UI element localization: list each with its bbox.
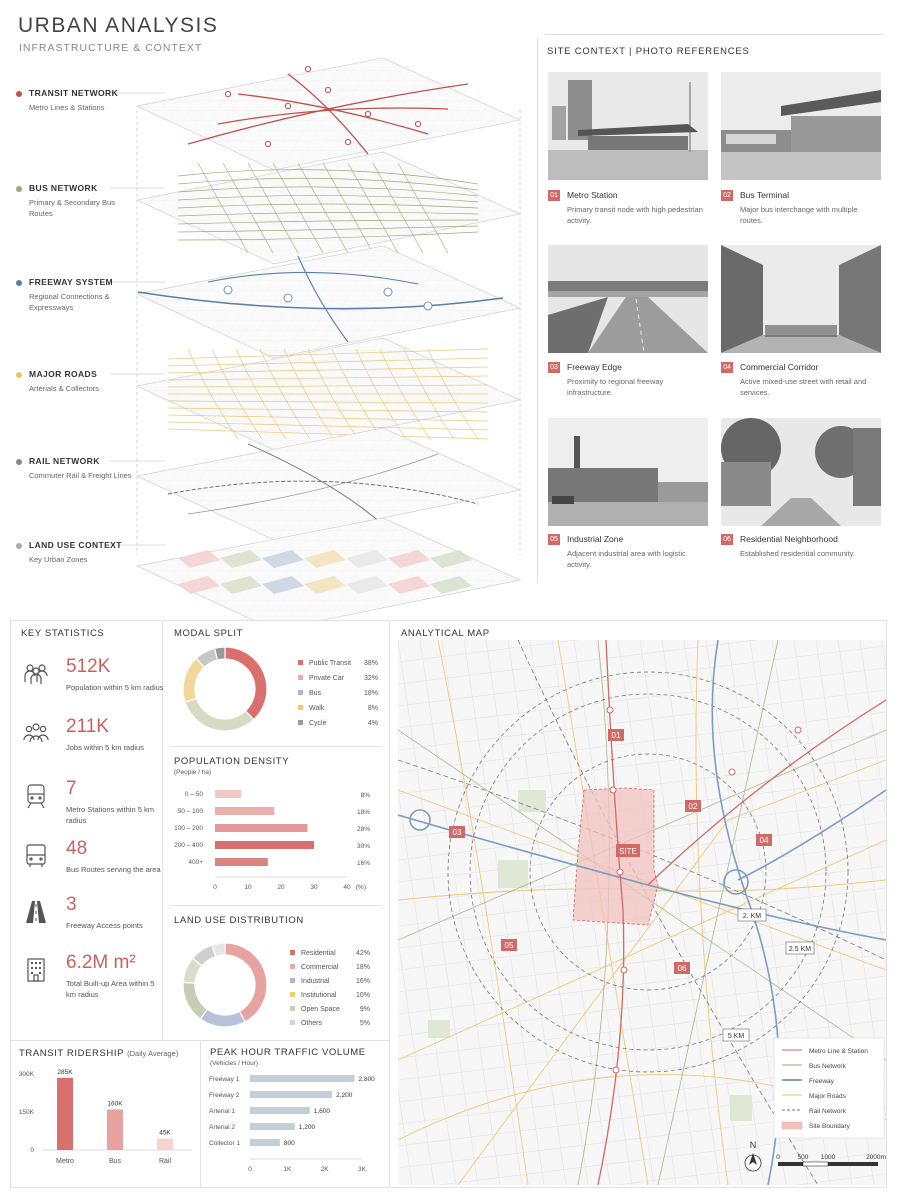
ridership-tick: 0: [30, 1147, 34, 1154]
lower-charts-divider: [200, 1040, 201, 1188]
traffic-bar: [250, 1075, 355, 1082]
traffic-volume-title: PEAK HOUR TRAFFIC VOLUME: [210, 1047, 366, 1058]
key-statistics-title: KEY STATISTICS: [21, 628, 105, 639]
density-category: 50 – 100: [177, 808, 203, 815]
legend-value: 9%: [359, 1006, 370, 1013]
traffic-bar: [250, 1123, 295, 1130]
density-value: 8%: [360, 792, 370, 799]
page-title: URBAN ANALYSIS: [18, 14, 219, 37]
traffic-volume-chart: [205, 1070, 387, 1176]
density-category: 400+: [188, 859, 203, 866]
legend-label: Commercial: [301, 964, 339, 971]
legend-value: 18%: [355, 964, 370, 971]
traffic-value: 1,600: [313, 1108, 331, 1115]
landuse-dot-icon: [16, 543, 22, 549]
roads-dot-icon: [16, 372, 22, 378]
map-legend-label: Freeway: [809, 1078, 834, 1085]
ridership-category: Metro: [56, 1158, 74, 1165]
photo-commercial-corridor: [721, 245, 881, 353]
radius-label-5km: 5 KM: [727, 1033, 745, 1040]
population-density-chart: [170, 780, 385, 900]
density-value: 16%: [356, 860, 370, 867]
density-tick: 30: [310, 884, 318, 891]
legend-value: 16%: [355, 978, 370, 985]
traffic-category: Collector 1: [209, 1140, 241, 1147]
density-bar: [215, 790, 241, 798]
land-use-chart: [172, 930, 382, 1035]
photo-industrial-zone: [548, 418, 708, 526]
density-tick: 20: [277, 884, 285, 891]
legend-label: Cycle: [309, 720, 327, 727]
analytical-map-title: ANALYTICAL MAP: [401, 628, 490, 639]
traffic-tick: 2K: [320, 1166, 329, 1173]
density-bar: [215, 841, 314, 849]
freeway-icon: [22, 898, 50, 926]
donut-slice-bus: [183, 658, 204, 702]
layer-plate-transit: [137, 58, 520, 170]
legend-swatch: [298, 720, 303, 725]
ridership-tick: 300K: [18, 1071, 34, 1078]
ridership-category: Rail: [158, 1158, 172, 1165]
legend-value: 4%: [367, 720, 378, 727]
legend-label: Others: [301, 1020, 323, 1027]
site-context-title: SITE CONTEXT | PHOTO REFERENCES: [547, 46, 750, 57]
legend-swatch: [298, 675, 303, 680]
traffic-value: 2,200: [336, 1092, 353, 1099]
traffic-value: 1,200: [298, 1124, 316, 1131]
map-legend: [774, 1038, 884, 1138]
layer-plate-rail: [137, 428, 520, 540]
map-legend-label: Major Roads: [809, 1093, 846, 1100]
section-divider: [537, 38, 538, 583]
legend-swatch: [298, 690, 303, 695]
traffic-bar: [250, 1139, 280, 1146]
radius-label-25km: 2.5 KM: [788, 946, 812, 953]
context-top-rule: [545, 34, 883, 35]
ridership-category: Bus: [108, 1158, 122, 1165]
traffic-category: Freeway 1: [209, 1076, 240, 1083]
density-value: 28%: [356, 826, 370, 833]
building-icon: [22, 956, 50, 984]
legend-label: Residential: [301, 950, 336, 957]
map-divider: [389, 620, 390, 1188]
density-value: 30%: [356, 843, 370, 850]
legend-site-boundary-swatch: [782, 1122, 802, 1129]
traffic-bar: [250, 1107, 310, 1114]
svg-text:0: 0: [776, 1154, 780, 1161]
density-category: 0 – 50: [184, 791, 203, 798]
donut-slice-residential: [225, 943, 267, 1022]
traffic-value: 800: [283, 1140, 295, 1147]
ridership-bar: [57, 1078, 73, 1150]
legend-value: 5%: [359, 1020, 370, 1027]
density-bar: [215, 858, 268, 866]
site-label: SITE: [619, 847, 637, 856]
layer-plate-roads: [137, 338, 520, 450]
transit-ridership-title: TRANSIT RIDERSHIP (Daily Average): [19, 1048, 179, 1059]
transit-ridership-chart: [12, 1062, 198, 1172]
map-marker-label: 01: [611, 731, 621, 740]
map-legend-label: Site Boundary: [809, 1123, 850, 1130]
traffic-category: Arterial 2: [209, 1124, 236, 1131]
traffic-volume-unit: (Vehicles / Hour): [210, 1060, 259, 1067]
legend-value: 8%: [367, 705, 378, 712]
svg-text:N: N: [749, 1140, 757, 1150]
traffic-bar: [250, 1091, 332, 1098]
legend-value: 18%: [363, 690, 378, 697]
legend-swatch: [290, 964, 295, 969]
map-legend-label: Metro Line & Station: [809, 1048, 868, 1055]
photo-bus-terminal: [721, 72, 881, 180]
legend-swatch: [298, 705, 303, 710]
map-marker-label: 06: [677, 964, 687, 973]
legend-label: Open Space: [301, 1006, 340, 1013]
ridership-value: 160K: [107, 1100, 123, 1108]
density-category: 200 – 400: [174, 842, 203, 849]
donut-slice-public-transit: [225, 647, 267, 720]
legend-value: 42%: [355, 950, 370, 957]
donut-slice-industrial: [183, 982, 207, 1019]
legend-value: 32%: [363, 675, 378, 682]
legend-value: 38%: [363, 660, 378, 667]
ridership-value: 45K: [159, 1129, 171, 1137]
modal-split-chart: [172, 640, 382, 740]
legend-swatch: [290, 1006, 295, 1011]
bus-icon: [22, 842, 50, 870]
traffic-tick: 1K: [283, 1166, 292, 1173]
density-bar: [215, 807, 274, 815]
traffic-value: 2,800: [358, 1076, 375, 1083]
radius-label-2km: 2. KM: [742, 913, 762, 920]
density-category: 100 – 200: [174, 825, 203, 832]
svg-text:2000m: 2000m: [866, 1154, 886, 1161]
legend-label: Private Car: [309, 675, 345, 682]
traffic-tick: 0: [248, 1166, 252, 1173]
modal-rule: [170, 746, 382, 747]
legend-swatch: [290, 992, 295, 997]
modal-split-title: MODAL SPLIT: [174, 628, 244, 639]
page-subtitle: INFRASTRUCTURE & CONTEXT: [19, 42, 203, 54]
traffic-category: Freeway 2: [209, 1092, 240, 1099]
traffic-tick: 3K: [358, 1166, 366, 1173]
density-axis-unit: (%): [355, 884, 366, 891]
traffic-category: Arterial 1: [209, 1108, 236, 1115]
donut-slice-commercial: [200, 1009, 245, 1027]
map-marker-label: 02: [688, 802, 698, 811]
legend-swatch: [298, 660, 303, 665]
population-density-title: POPULATION DENSITY: [174, 756, 290, 767]
photo-metro-station: [548, 72, 708, 180]
ridership-value: 285K: [57, 1068, 73, 1076]
density-bar: [215, 824, 307, 832]
layer-plate-landuse: [137, 518, 520, 620]
photo-freeway-edge: [548, 245, 708, 353]
layer-plate-bus: [137, 152, 520, 264]
map-marker-label: 04: [759, 836, 769, 845]
legend-label: Institutional: [301, 992, 337, 999]
land-use-title: LAND USE DISTRIBUTION: [174, 915, 304, 926]
jobs-icon: [22, 720, 50, 748]
density-tick: 10: [244, 884, 252, 891]
legend-swatch: [290, 1020, 295, 1025]
bus-dot-icon: [16, 186, 22, 192]
svg-text:1000: 1000: [820, 1154, 836, 1161]
legend-swatch: [290, 978, 295, 983]
ridership-tick: 150K: [18, 1109, 34, 1116]
rail-dot-icon: [16, 459, 22, 465]
ridership-bar: [157, 1139, 173, 1150]
density-tick: 40: [343, 884, 351, 891]
layer-plate-freeway: [137, 246, 520, 358]
legend-label: Industrial: [301, 978, 330, 985]
photo-residential-neighborhood: [721, 418, 881, 526]
legend-value: 10%: [355, 992, 370, 999]
population-density-unit: (People / ha): [174, 769, 212, 776]
ridership-bar: [107, 1109, 123, 1150]
svg-text:500: 500: [797, 1154, 809, 1161]
legend-swatch: [290, 950, 295, 955]
population-icon: [22, 660, 50, 688]
map-marker-label: 03: [452, 828, 462, 837]
transit-dot-icon: [16, 91, 22, 97]
legend-label: Public Transit: [309, 660, 352, 667]
analytical-map: [398, 640, 886, 1185]
freeway-dot-icon: [16, 280, 22, 286]
density-rule: [170, 905, 382, 906]
density-tick: 0: [213, 884, 217, 891]
map-marker-label: 05: [504, 941, 514, 950]
map-legend-label: Rail Network: [809, 1108, 846, 1115]
map-legend-label: Bus Network: [809, 1063, 846, 1070]
legend-label: Bus: [309, 690, 322, 697]
layer-diagram: [0, 50, 530, 620]
legend-label: Walk: [309, 705, 325, 712]
donut-slice-private-car: [185, 698, 254, 731]
density-value: 18%: [356, 809, 370, 816]
metro-icon: [22, 782, 50, 810]
